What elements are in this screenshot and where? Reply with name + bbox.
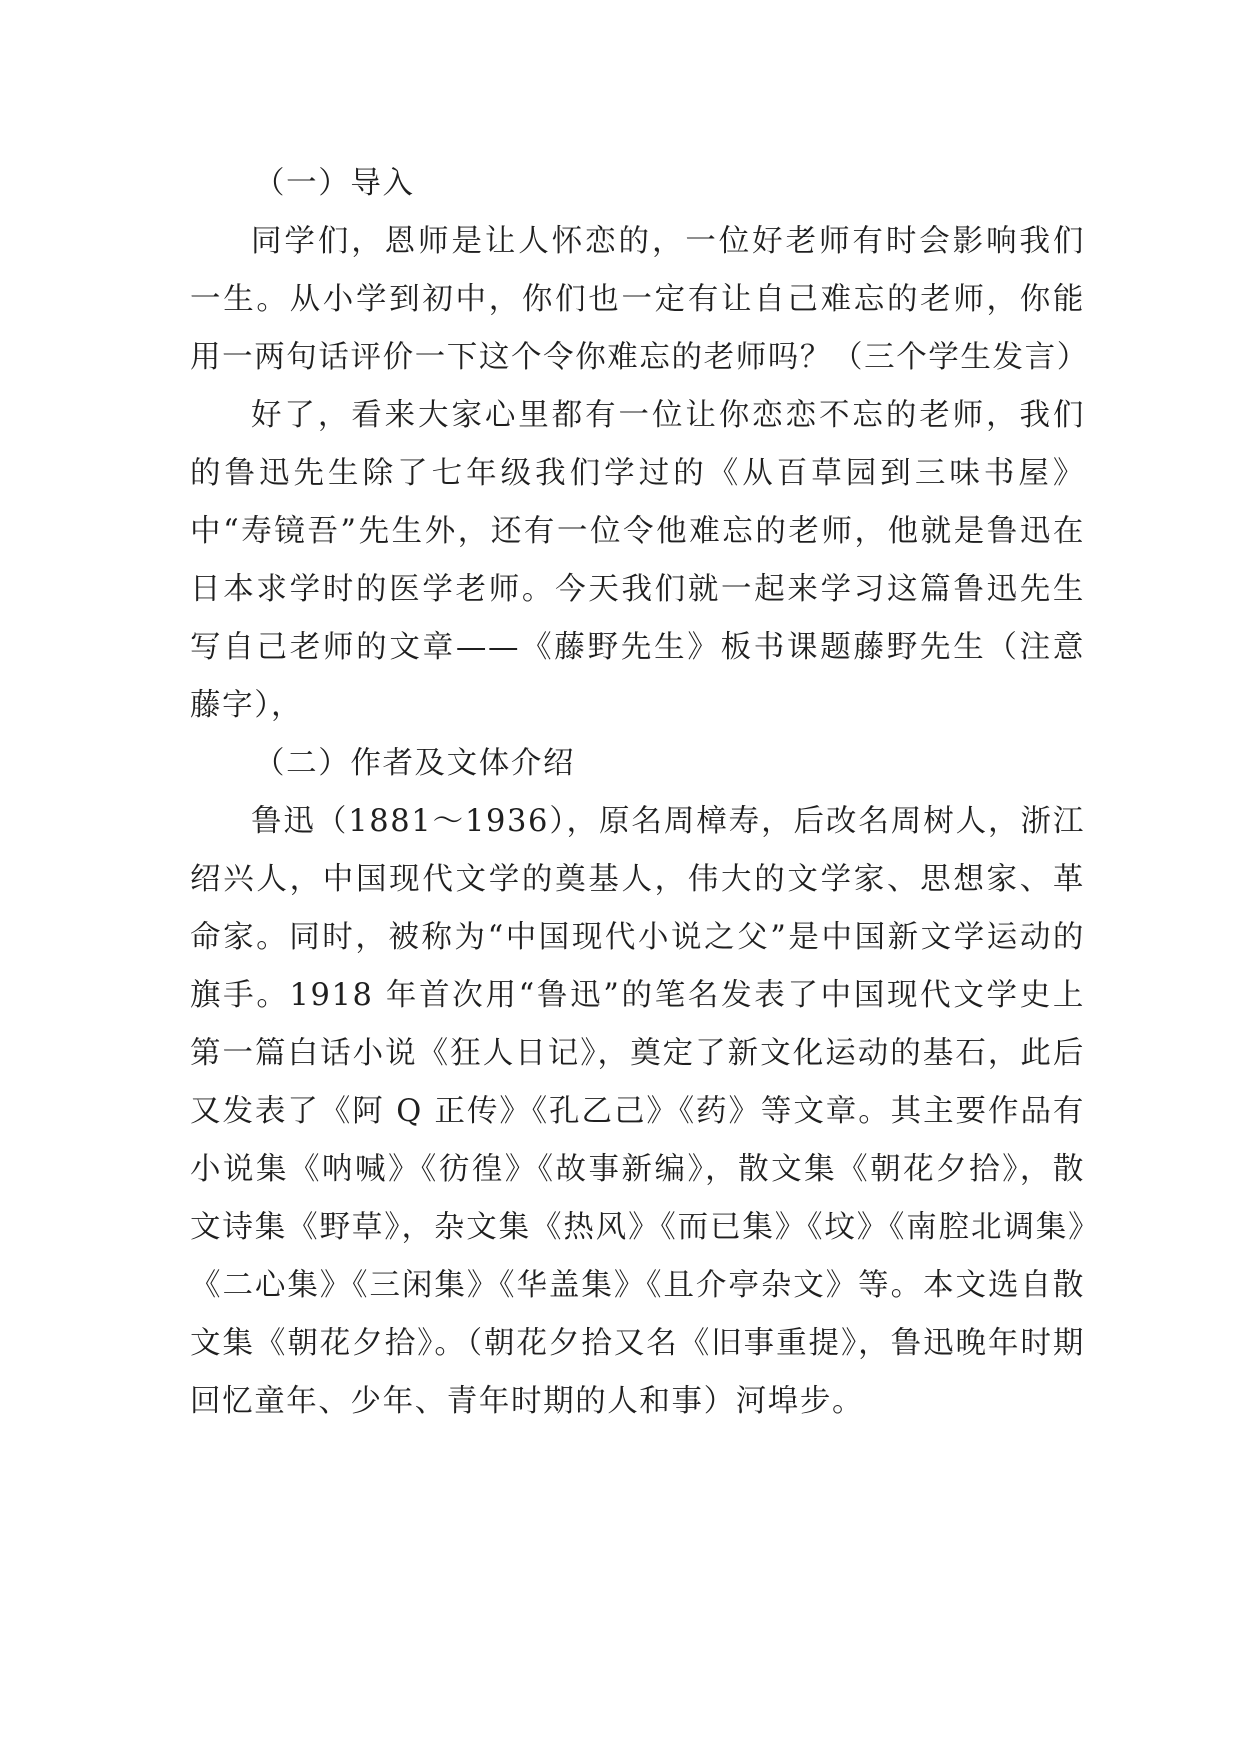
paragraph-intro-question: 同学们，恩师是让人怀恋的，一位好老师有时会影响我们一生。从小学到初中，你们也一定有让自己难忘的老师，你能用一两句话评价一下这个令你难忘的老师吗？（三个学生发言） xyxy=(190,224,1089,375)
paragraph-author-bio: 鲁迅（1881～1936），原名周樟寿，后改名周树人，浙江绍兴人，中国现代文学的奠基人，伟大的文学家、思想家、革命家。同时，被称为“中国现代小说之父”是中国新文学运动的旗手。1918 年首次用“鲁迅”的笔名发表了中国现代文学史上第一篇白话小说《狂人日记》，奠定了新文化运动的基石，此后又发表了《阿 Q 正传》《孔乙己》《药》等文章。其主要作品有小说集《呐喊》《彷徨》《故事新编》，散文集《朝花夕拾》，散文诗集《野草》，杂文集《热风》《而已集》《坟》《南腔北调集》《二心集》《三闲集》《华盖集》《且介亭杂文》等。本文选自散文集《朝花夕拾》。（朝花夕拾又名《旧事重提》，鲁迅晚年时期回忆童年、少年、青年时期的人和事）河埠步。 xyxy=(190,804,1085,1419)
section-heading-intro: （一）导入 xyxy=(254,166,415,201)
paragraph-intro-transition: 好了，看来大家心里都有一位让你恋恋不忘的老师，我们的鲁迅先生除了七年级我们学过的《从百草园到三味书屋》中“寿镜吾”先生外，还有一位令他难忘的老师，他就是鲁迅在日本求学时的医学老师。今天我们就一起来学习这篇鲁迅先生写自己老师的文章——《藤野先生》板书课题藤野先生（注意藤字）， xyxy=(190,398,1085,723)
section-heading-author: （二）作者及文体介绍 xyxy=(254,746,576,781)
document-body xyxy=(190,155,1089,1431)
